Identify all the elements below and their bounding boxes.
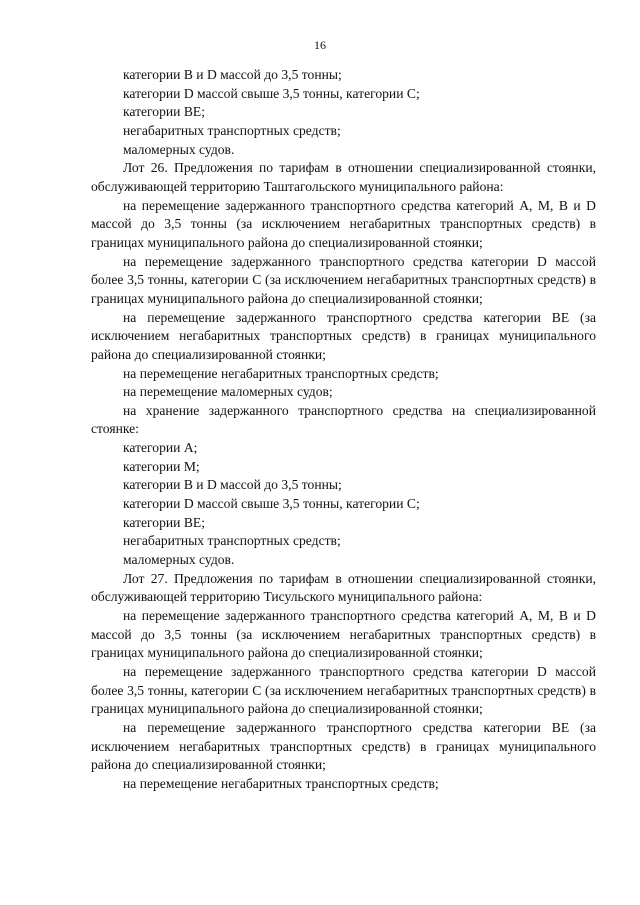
paragraph: на хранение задержанного транспортного средства на специализированной стоянке: xyxy=(91,402,596,437)
paragraph: на перемещение задержанного транспортного средства категории ВЕ (за исключением негабаритных транспортных средств) в границах муниципального района до специализированной стоянки; xyxy=(91,719,596,773)
paragraph: категории ВЕ; xyxy=(123,514,205,530)
paragraph: маломерных судов. xyxy=(123,552,235,568)
paragraph: на перемещение негабаритных транспортных средств; xyxy=(123,775,439,791)
paragraph: категории А; xyxy=(123,440,198,456)
paragraph: категории D массой свыше 3,5 тонны, категории С; xyxy=(123,496,420,512)
paragraph: категории М; xyxy=(123,458,200,474)
paragraph: категории В и D массой до 3,5 тонны; xyxy=(123,477,342,493)
paragraph: на перемещение задержанного транспортного средства категорий А, М, В и D массой до 3,5 тонны (за исключением негабаритных транспортных средств) в границах муниципального района до специализированной стоянки; xyxy=(91,197,596,250)
paragraph: маломерных судов. xyxy=(123,141,235,157)
paragraph: негабаритных транспортных средств; xyxy=(123,533,341,549)
document-body xyxy=(91,66,596,794)
paragraph: Лот 26. Предложения по тарифам в отношении специализированной стоянки, обслуживающей территорию Таштагольского муниципального района: xyxy=(91,160,596,194)
paragraph: на перемещение задержанного транспортного средства категорий А, М, В и D массой до 3,5 тонны (за исключением негабаритных транспортных средств) в границах муниципального района до специализированной стоянки; xyxy=(91,608,596,661)
paragraph: на перемещение задержанного транспортного средства категории ВЕ (за исключением негабаритных транспортных средств) в границах муниципального района до специализированной стоянки; xyxy=(91,309,596,362)
paragraph: негабаритных транспортных средств; xyxy=(123,122,341,138)
paragraph: категории ВЕ; xyxy=(123,104,205,120)
paragraph: на перемещение задержанного транспортного средства категории D массой более 3,5 тонны, категории С (за исключением негабаритных транспортных средств) в границах муниципального района до специализированной стоянки; xyxy=(91,664,596,717)
paragraph: на перемещение негабаритных транспортных средств; xyxy=(123,365,439,381)
paragraph: на перемещение маломерных судов; xyxy=(123,384,333,400)
paragraph: на перемещение задержанного транспортного средства категории D массой более 3,5 тонны, категории С (за исключением негабаритных транспортных средств) в границах муниципального района до специализированной стоянки; xyxy=(91,253,596,306)
paragraph: категории D массой свыше 3,5 тонны, категории С; xyxy=(123,85,420,101)
paragraph: категории В и D массой до 3,5 тонны; xyxy=(123,67,342,82)
paragraph: Лот 27. Предложения по тарифам в отношении специализированной стоянки, обслуживающей территорию Тисульского муниципального района: xyxy=(91,570,596,605)
page-number: 16 xyxy=(314,38,326,52)
